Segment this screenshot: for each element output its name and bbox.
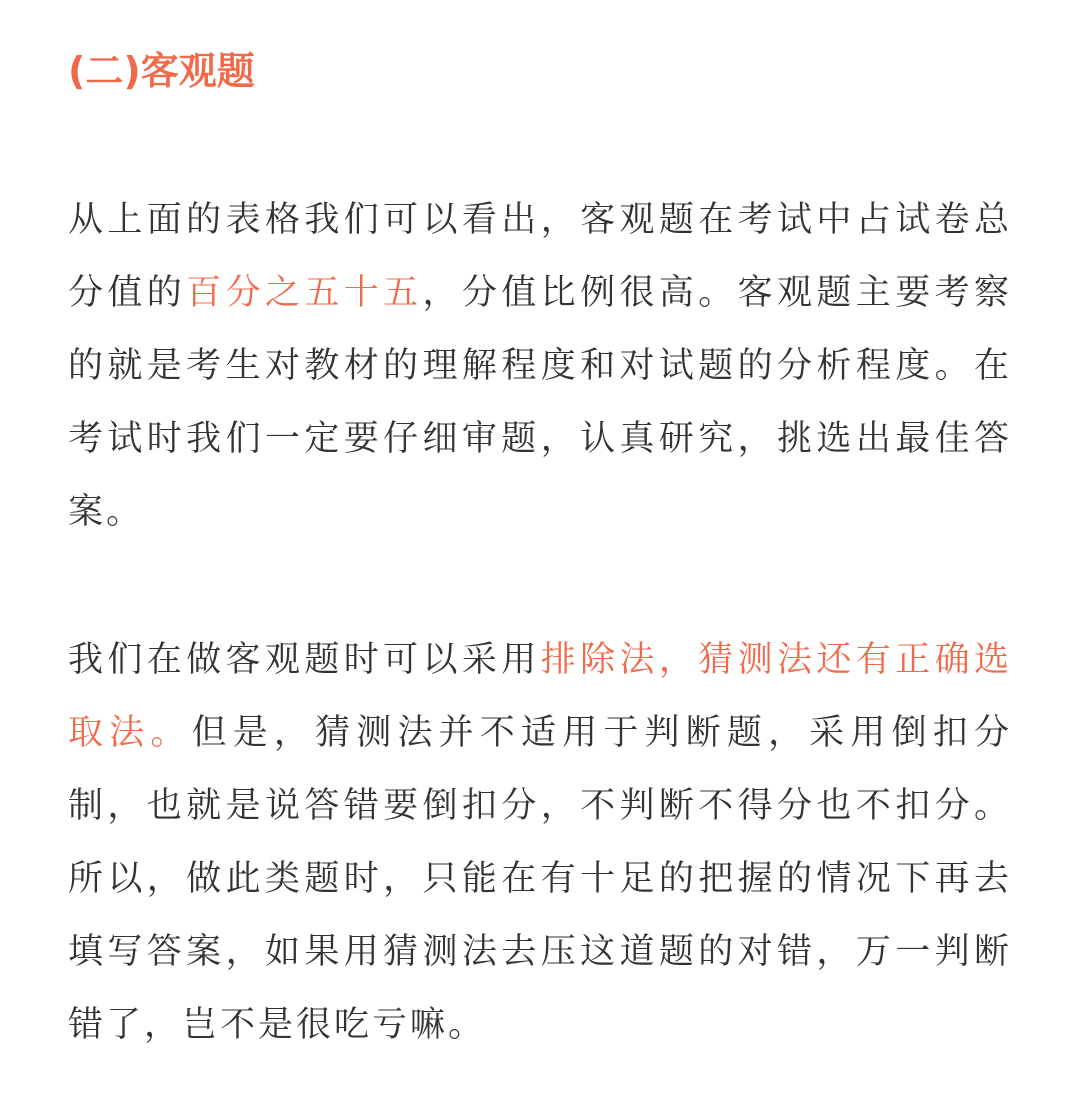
paragraph-score-share — [68, 184, 1012, 549]
paragraph-text: 从上面的表格我们可以看出，客观题在考试中占试卷总分值的 — [68, 200, 1012, 313]
paragraph-text: 我们在做客观题时可以采用 — [68, 640, 541, 680]
paragraph-methods — [68, 624, 1012, 1062]
highlighted-methods: 排除法，猜测法还有正确选取法。 — [68, 640, 1012, 753]
section-heading: (二)客观题 — [68, 49, 255, 93]
highlighted-percentage: 百分之五十五 — [186, 273, 423, 313]
paragraph-text: 但是，猜测法并不适用于判断题，采用倒扣分制，也就是说答错要倒扣分，不判断不得分也不扣分。所以，做此类题时，只能在有十足的把握的情况下再去填写答案，如果用猜测法去压这道题的对错，万一判断错了，岂不是很吃亏嘛。 — [68, 713, 1012, 1045]
paragraph-text: ，分值比例很高。客观题主要考察的就是考生对教材的理解程度和对试题的分析程度。在考试时我们一定要仔细审题，认真研究，挑选出最佳答案。 — [68, 273, 1012, 532]
